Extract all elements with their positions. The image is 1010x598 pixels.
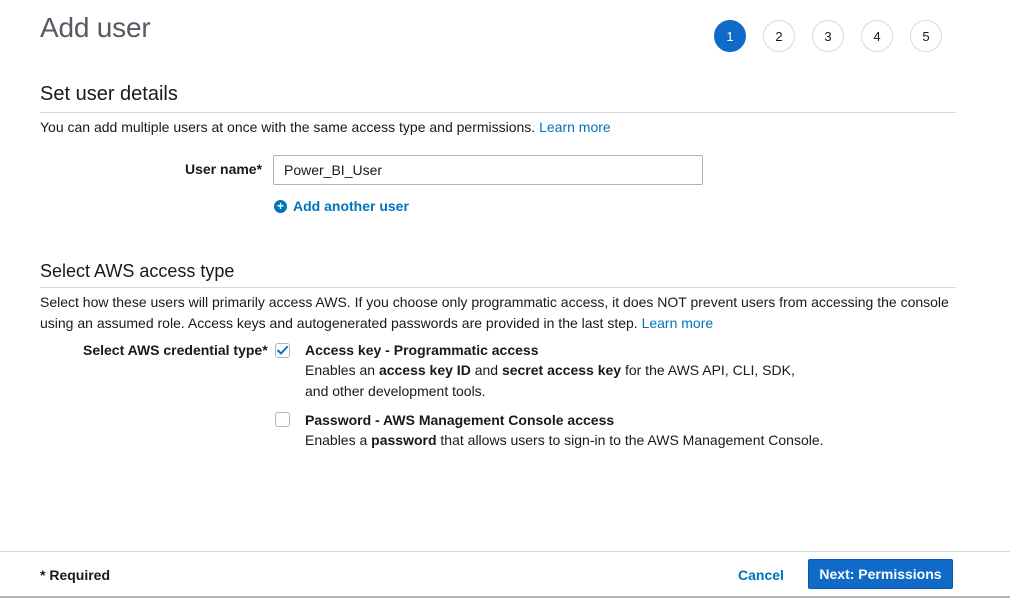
credential-type-label: Select AWS credential type* bbox=[83, 342, 268, 358]
section-title-user-details: Set user details bbox=[40, 83, 178, 105]
add-another-user-button[interactable] bbox=[274, 198, 409, 214]
option-desc-text: for the AWS API, CLI, SDK, and other development tools. bbox=[305, 362, 795, 399]
access-key-checkbox[interactable] bbox=[275, 343, 290, 358]
option-desc-text: Enables an bbox=[305, 362, 379, 378]
step-5[interactable]: 5 bbox=[910, 20, 942, 52]
password-option-description bbox=[305, 430, 825, 451]
access-type-description bbox=[40, 292, 960, 334]
step-1[interactable]: 1 bbox=[714, 20, 746, 52]
page-title: Add user bbox=[40, 12, 151, 43]
option-desc-bold: secret access key bbox=[501, 362, 622, 378]
option-desc-bold: access key ID bbox=[378, 362, 471, 378]
learn-more-link[interactable]: Learn more bbox=[539, 119, 611, 135]
user-name-label: User name* bbox=[185, 161, 263, 177]
access-type-description-text: Select how these users will primarily access AWS. If you choose only programmatic access, it does NOT prevent users from accessing the console using an assumed role. Access keys and autogenerated passwords are provided in the last step. bbox=[40, 294, 949, 331]
option-desc-bold: password bbox=[371, 432, 437, 448]
next-permissions-button[interactable]: Next: Permissions bbox=[808, 559, 953, 589]
cancel-button[interactable]: Cancel bbox=[738, 567, 784, 583]
step-3[interactable]: 3 bbox=[812, 20, 844, 52]
required-note: * Required bbox=[40, 567, 111, 583]
footer-divider bbox=[0, 551, 1010, 552]
option-desc-text: and bbox=[470, 362, 502, 378]
checkmark-icon bbox=[277, 346, 288, 355]
password-checkbox[interactable] bbox=[275, 412, 290, 427]
access-key-option-description bbox=[305, 360, 805, 402]
option-desc-text: Enables a bbox=[305, 432, 372, 448]
section-divider bbox=[40, 287, 956, 288]
learn-more-link[interactable]: Learn more bbox=[641, 315, 714, 331]
user-details-description-text: You can add multiple users at once with the same access type and permissions. bbox=[40, 119, 536, 135]
plus-circle-icon: + bbox=[274, 200, 287, 213]
user-details-description bbox=[40, 117, 960, 138]
step-4[interactable]: 4 bbox=[861, 20, 893, 52]
option-desc-text: that allows users to sign-in to the AWS Management Console. bbox=[436, 432, 824, 448]
step-2[interactable]: 2 bbox=[763, 20, 795, 52]
section-title-access-type: Select AWS access type bbox=[40, 261, 235, 281]
password-option-title: Password - AWS Management Console access bbox=[305, 412, 615, 428]
user-name-input[interactable] bbox=[273, 155, 703, 185]
add-another-user-label: Add another user bbox=[293, 198, 409, 214]
wizard-steps bbox=[714, 20, 942, 52]
section-divider bbox=[40, 112, 956, 113]
access-key-option-title: Access key - Programmatic access bbox=[305, 342, 539, 358]
